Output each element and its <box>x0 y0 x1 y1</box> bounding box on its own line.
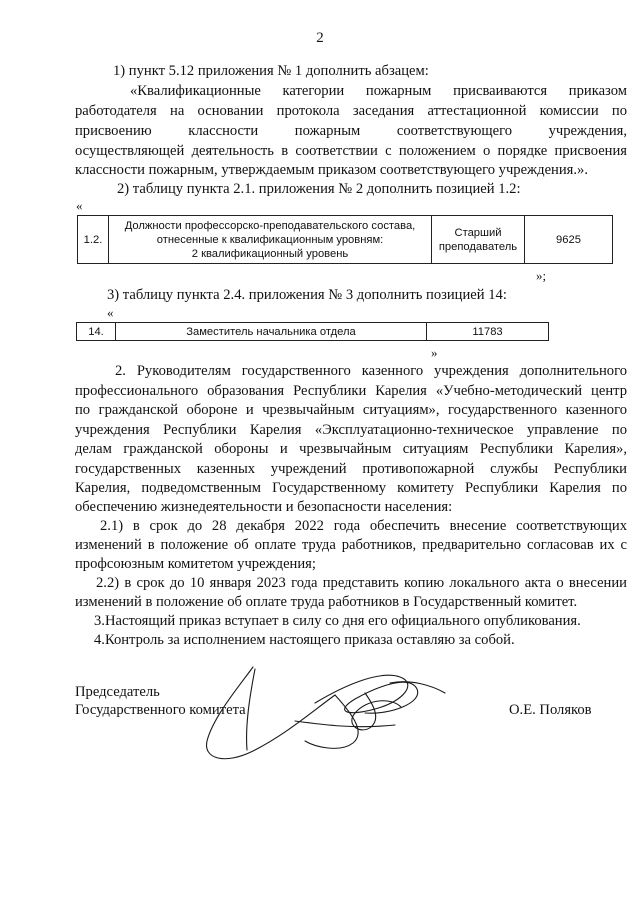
position-line: отнесенные к квалификационным уровням: <box>156 233 384 246</box>
signer-name: О.Е. Поляков <box>509 702 592 718</box>
item3-open-quote: « <box>107 305 114 320</box>
section2-line: по гражданской обороне и чрезвычайным ситуациям», государственного казенного <box>75 402 627 418</box>
section4: 4.Контроль за исполнением настоящего приказа оставляю за собой. <box>94 632 515 648</box>
page-number: 2 <box>316 30 324 46</box>
title-line: Старший <box>454 226 502 239</box>
section2-line: Карелия, подведомственным Государственному комитету Республики Карелия по <box>75 480 627 496</box>
item2-close-quote: »; <box>536 268 547 283</box>
cell-title <box>432 216 525 264</box>
item3-intro: 3) таблицу пункта 2.4. приложения № 3 дополнить позицией 14: <box>107 287 507 303</box>
item2-intro: 2) таблицу пункта 2.1. приложения № 2 дополнить позицией 1.2: <box>117 181 521 197</box>
cell-salary: 11783 <box>427 323 549 341</box>
section2-line: государственных казенных учреждений противопожарной службы Республики <box>75 461 627 477</box>
section2-line: делам гражданской обороны и чрезвычайным ситуациям Республики Карелия», <box>75 441 627 457</box>
table-row <box>78 216 613 264</box>
signer-role-line1: Председатель <box>75 684 160 700</box>
cell-salary: 9625 <box>525 216 613 264</box>
cell-num: 1.2. <box>78 216 109 264</box>
item1-quote-line: работодателя на основании протокола заседания аттестационной комиссии по <box>75 103 627 119</box>
handwritten-signature-icon <box>195 655 455 775</box>
section2-line: профессионального образования Республики Карелия «Учебно-методический центр <box>75 383 627 399</box>
cell-position <box>109 216 432 264</box>
cell-num: 14. <box>77 323 116 341</box>
table-position-1-2 <box>77 215 613 264</box>
sub22-line: 2.2) в срок до 10 января 2023 года представить копию локального акта о внесении <box>96 575 627 591</box>
cell-position: Заместитель начальника отдела <box>116 323 427 341</box>
section2-line: обеспечению жизнедеятельности и безопасности населения: <box>75 499 453 515</box>
table-position-14 <box>76 322 549 341</box>
position-line: 2 квалификационный уровень <box>191 247 349 260</box>
table-row <box>77 323 549 341</box>
item1-quote-line: присвоению классности пожарным соответствующего учреждения, <box>75 123 627 139</box>
item3-close-quote: » <box>431 345 438 360</box>
item1-quote-line: осуществляющей деятельность в соответствии с положением о порядке присвоения <box>75 143 627 159</box>
item1-quote-line: классности пожарным, утверждаемым приказом соответствующего учреждения.». <box>75 162 588 178</box>
position-line: Должности профессорско-преподавательского состава, <box>124 219 416 232</box>
item1-intro: 1) пункт 5.12 приложения № 1 дополнить абзацем: <box>113 63 429 79</box>
section2-line: 2. Руководителям государственного казенного учреждения дополнительного <box>115 363 627 379</box>
sub21-line: профсоюзным комитетом учреждения; <box>75 556 316 572</box>
section3: 3.Настоящий приказ вступает в силу со дня его официального опубликования. <box>94 613 581 629</box>
signer-role-line2: Государственного комитета <box>75 702 246 718</box>
item1-quote-line: «Квалификационные категории пожарным присваиваются приказом <box>130 83 627 99</box>
sub22-line: изменений в положение об оплате труда работников в Государственный комитет. <box>75 594 578 610</box>
item2-open-quote: « <box>76 198 83 213</box>
sub21-line: изменений в положение об оплате труда работников, предварительно согласовав их с <box>75 537 627 553</box>
section2-line: учреждения Республики Карелия «Эксплуатационно-техническое управление по <box>75 422 627 438</box>
sub21-line: 2.1) в срок до 28 декабря 2022 года обеспечить внесение соответствующих <box>100 518 627 534</box>
title-line: преподаватель <box>438 240 518 253</box>
